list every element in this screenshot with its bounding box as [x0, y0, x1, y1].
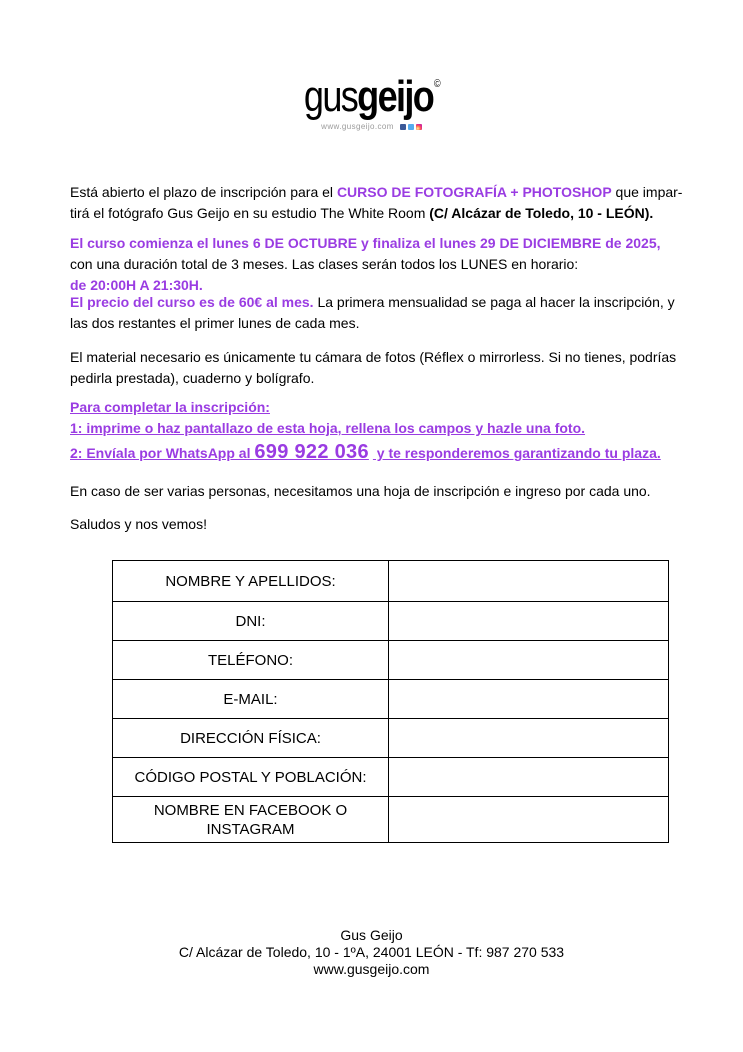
- step-2-text: 2: Envíala por WhatsApp al: [70, 445, 255, 461]
- field-value-dni: [389, 602, 669, 641]
- twitter-icon: [408, 124, 414, 130]
- closing-greeting: Saludos y nos vemos!: [70, 516, 207, 532]
- field-value-telefono: [389, 641, 669, 680]
- intro-text: Está abierto el plazo de inscripción para el: [70, 184, 337, 200]
- whatsapp-phone-number: 699 922 036: [254, 441, 369, 463]
- logo-text-bold: geijo: [356, 72, 433, 121]
- steps-title: Para completar la inscripción:: [70, 399, 270, 415]
- intro-paragraph: [70, 182, 682, 224]
- intro-text: tirá el fotógrafo Gus Geijo en su estudio The White Room: [70, 205, 430, 221]
- intro-text: que impar-: [611, 184, 683, 200]
- material-line-1: El material necesario es únicamente tu cámara de fotos (Réflex o mirrorless. Si no tienes, podrías: [70, 349, 677, 365]
- table-row: [113, 561, 669, 602]
- field-label-dni: DNI:: [113, 602, 389, 641]
- footer: [0, 927, 743, 978]
- table-row: [113, 797, 669, 843]
- field-label-email: E-MAIL:: [113, 680, 389, 719]
- field-value-codigo-postal: [389, 758, 669, 797]
- field-label-telefono: TELÉFONO:: [113, 641, 389, 680]
- table-row: [113, 680, 669, 719]
- field-label-direccion: DIRECCIÓN FÍSICA:: [113, 719, 389, 758]
- instagram-icon: [416, 124, 422, 130]
- copyright-symbol: ©: [433, 78, 441, 90]
- field-value-nombre: [389, 561, 669, 602]
- field-value-email: [389, 680, 669, 719]
- schedule-dates: El curso comienza el lunes 6 DE OCTUBRE y finaliza el lunes 29 DE DICIEMBRE de 2025,: [70, 235, 661, 251]
- table-row: [113, 602, 669, 641]
- table-row: [113, 641, 669, 680]
- step-2-text: y te responderemos garantizando tu plaza.: [372, 445, 661, 461]
- intro-line-1: [70, 182, 682, 203]
- studio-address-bold: (C/ Alcázar de Toledo, 10 - LEÓN).: [429, 205, 654, 221]
- table-row: [113, 719, 669, 758]
- logo-wordmark: [304, 74, 440, 120]
- price-paragraph: [70, 292, 675, 334]
- course-title-highlight: CURSO DE FOTOGRAFÍA + PHOTOSHOP: [336, 184, 612, 200]
- facebook-icon: [400, 124, 406, 130]
- multiple-people-note: En caso de ser varias personas, necesitamos una hoja de inscripción e ingreso por cada uno.: [70, 483, 651, 499]
- price-text: La primera mensualidad se paga al hacer la inscripción, y: [313, 294, 675, 310]
- logo-tagline-row: [0, 122, 743, 131]
- field-label-nombre: NOMBRE Y APELLIDOS:: [113, 561, 389, 602]
- footer-address: C/ Alcázar de Toledo, 10 - 1ºA, 24001 LEÓN - Tf: 987 270 533: [178, 944, 565, 960]
- logo: [0, 74, 743, 131]
- footer-name: Gus Geijo: [340, 927, 403, 943]
- material-paragraph: [70, 347, 676, 389]
- intro-line-2: [70, 203, 682, 224]
- price-line-1: [70, 292, 675, 313]
- price-highlight: El precio del curso es de 60€ al mes.: [70, 294, 314, 310]
- logo-text-light: gus: [303, 72, 357, 121]
- field-label-facebook-instagram: NOMBRE EN FACEBOOK O INSTAGRAM: [113, 797, 389, 843]
- field-value-direccion: [389, 719, 669, 758]
- schedule-paragraph: [70, 233, 661, 296]
- field-label-codigo-postal: CÓDIGO POSTAL Y POBLACIÓN:: [113, 758, 389, 797]
- schedule-duration: con una duración total de 3 meses. Las clases serán todos los LUNES en horario:: [70, 256, 579, 272]
- table-row: [113, 758, 669, 797]
- price-line-2: las dos restantes el primer lunes de cada mes.: [70, 315, 360, 331]
- schedule-hours: de 20:00H A 21:30H.: [70, 277, 203, 293]
- inscription-form-table: [112, 560, 669, 843]
- social-icons: [400, 124, 422, 130]
- step-1: 1: imprime o haz pantallazo de esta hoja, rellena los campos y hazle una foto.: [70, 420, 586, 436]
- enrollment-steps: [70, 397, 661, 467]
- footer-website: www.gusgeijo.com: [313, 961, 430, 977]
- logo-tagline: www.gusgeijo.com: [321, 122, 394, 132]
- field-value-facebook-instagram: [389, 797, 669, 843]
- material-line-2: pedirla prestada), cuaderno y bolígrafo.: [70, 370, 315, 386]
- step-2: [70, 439, 661, 467]
